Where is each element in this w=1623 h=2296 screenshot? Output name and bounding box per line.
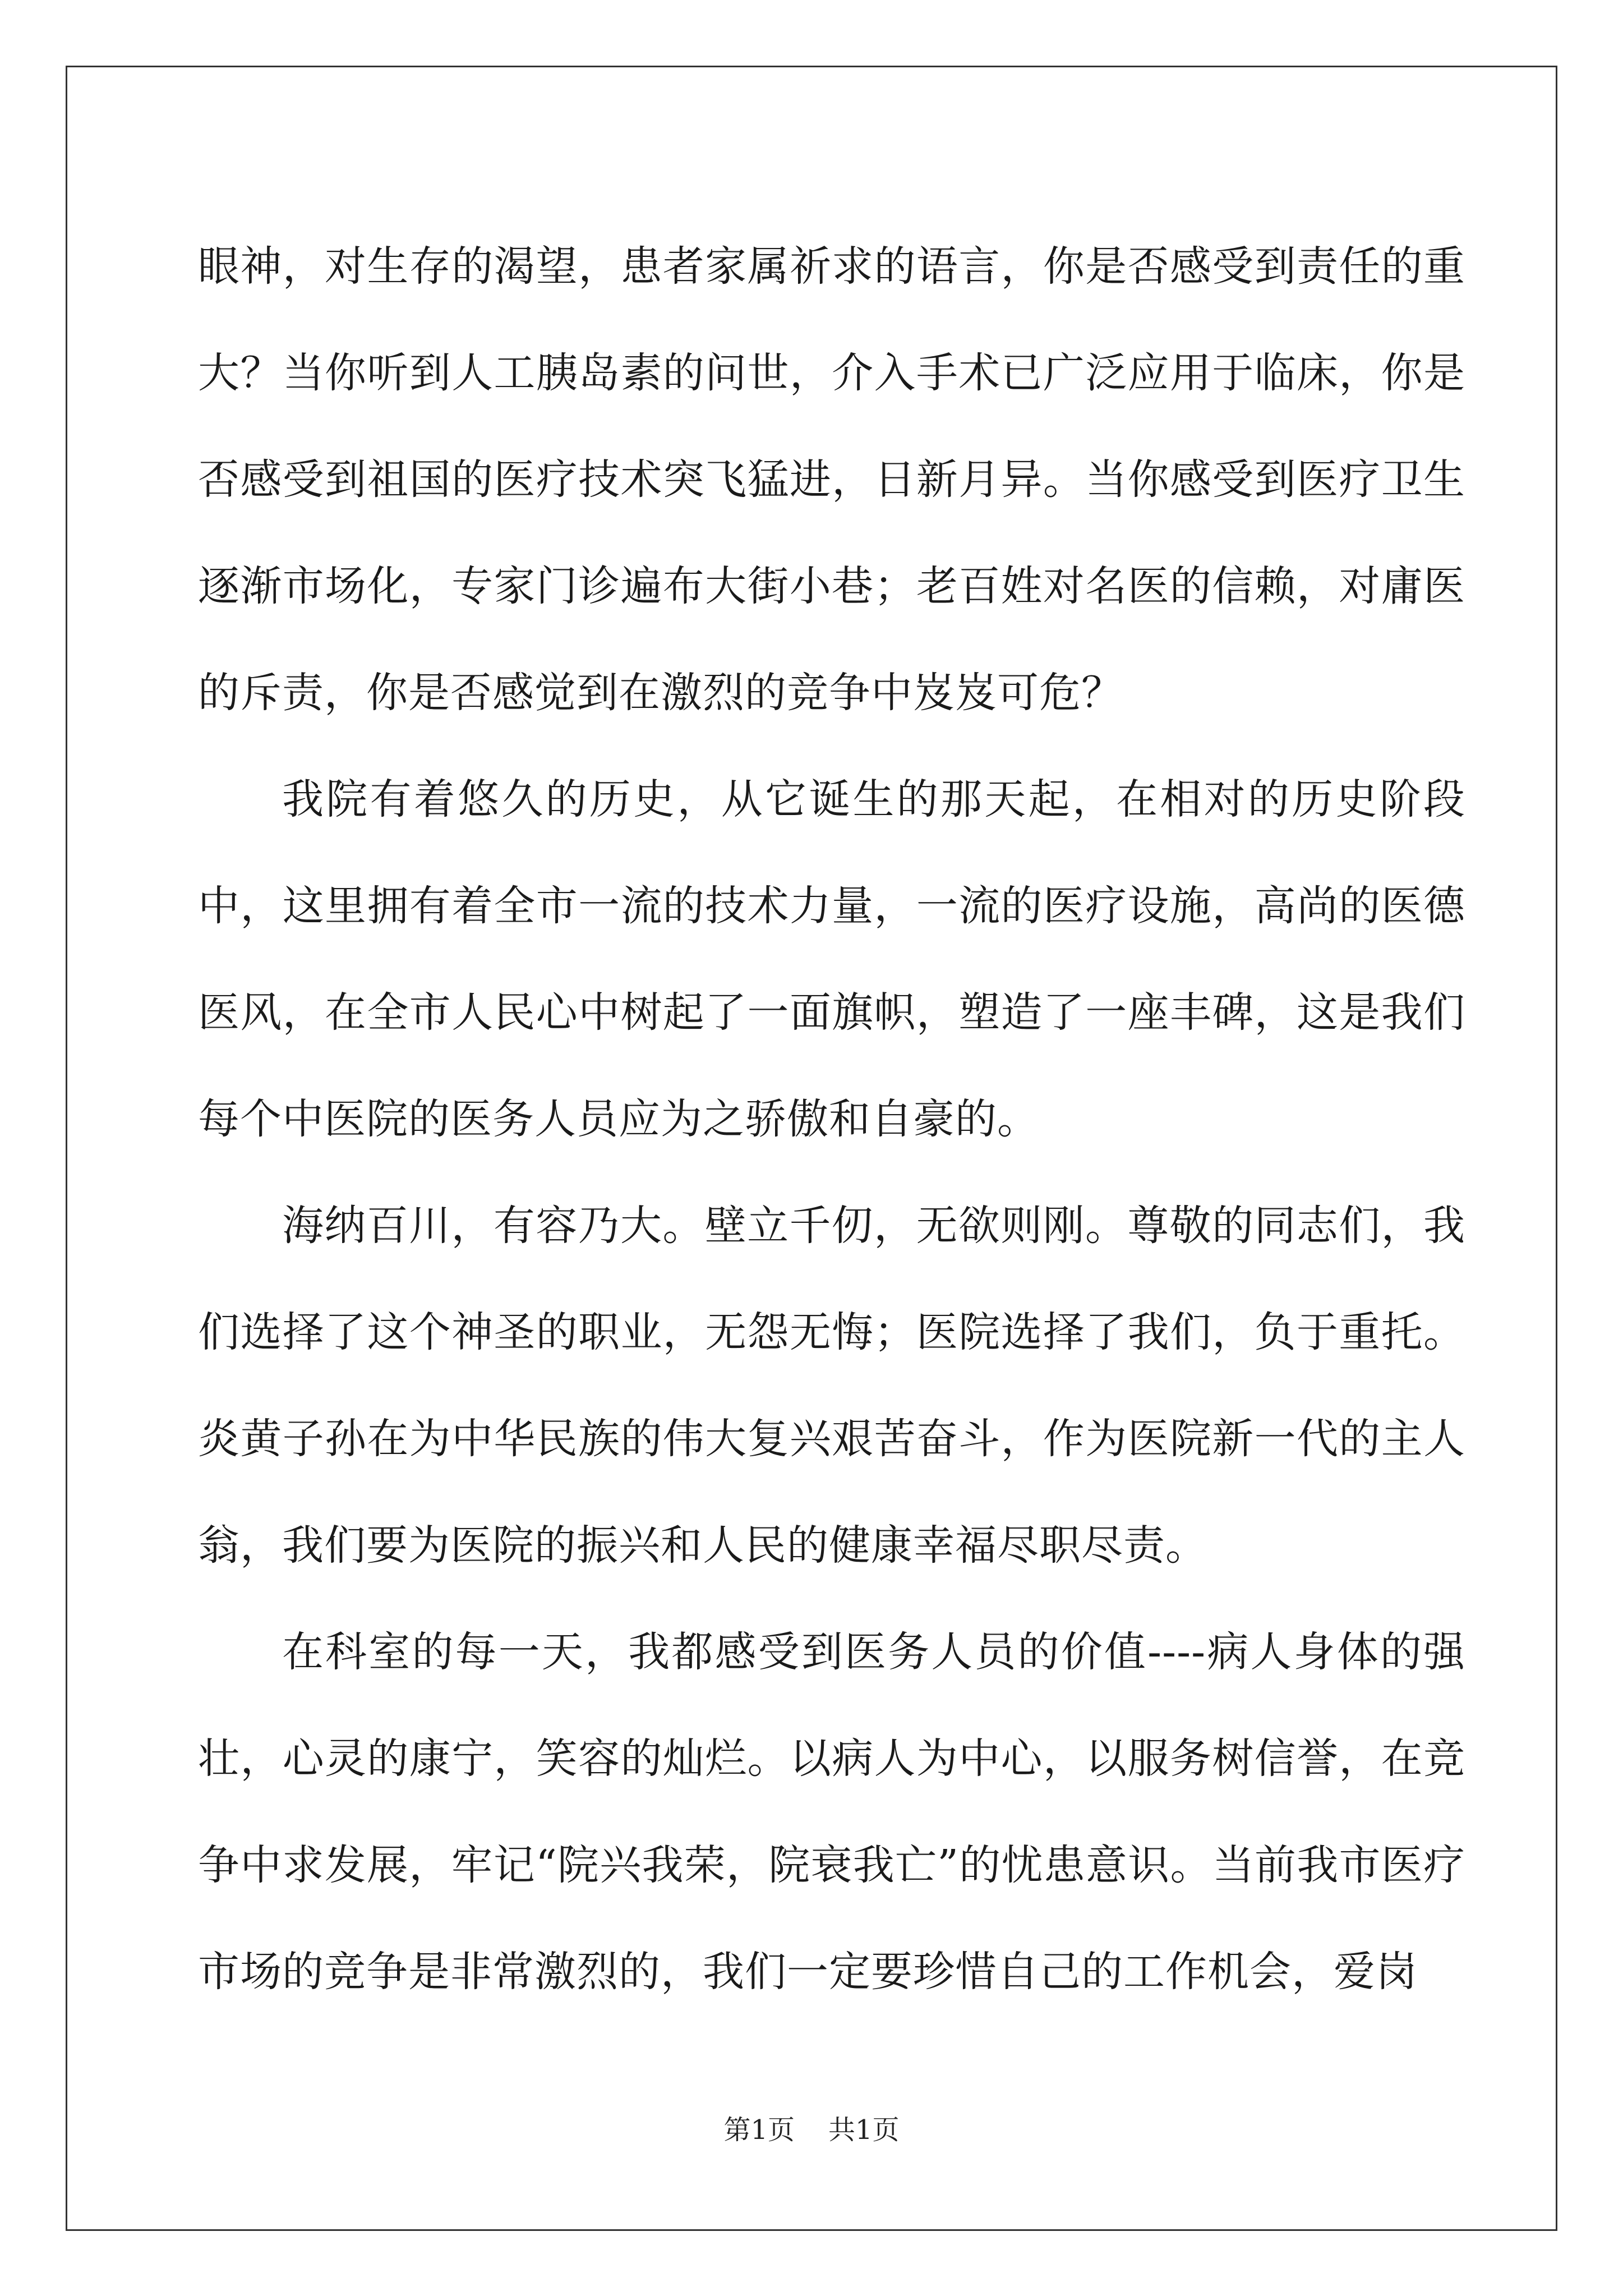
page-total: 共1页 bbox=[828, 2114, 900, 2146]
paragraph-1: 眼神，对生存的渴望，患者家属祈求的语言，你是否感受到责任的重大？当你听到人工胰岛素的问世，介入手术已广泛应用于临床，你是否感受到祖国的医疗技术突飞猛进，日新月异。当你感受到医疗卫生逐渐市场化，专家门诊遍布大街小巷；老百姓对名医的信赖，对庸医的斥责，你是否感觉到在激烈的竞争中岌岌可危？ bbox=[198, 242, 1465, 717]
paragraph-4: 在科室的每一天，我都感受到医务人员的价值----病人身体的强壮，心灵的康宁，笑容的灿烂。以病人为中心，以服务树信誉，在竞争中求发展，牢记“院兴我荣，院衰我亡”的忧患意识。当前我市医疗市场的竞争是非常激烈的，我们一定要珍惜自己的工作机会，爱岗 bbox=[198, 1628, 1465, 1996]
paragraph-2: 我院有着悠久的历史，从它诞生的那天起，在相对的历史阶段中，这里拥有着全市一流的技术力量，一流的医疗设施，高尚的医德医风，在全市人民心中树起了一面旗帜，塑造了一座丰碑，这是我们每个中医院的医务人员应为之骄傲和自豪的。 bbox=[198, 775, 1465, 1143]
document-body bbox=[198, 213, 1465, 2025]
page-number: 第1页 bbox=[723, 2114, 795, 2146]
paragraph-3: 海纳百川，有容乃大。壁立千仞，无欲则刚。尊敬的同志们，我们选择了这个神圣的职业，无怨无悔；医院选择了我们，负于重托。炎黄子孙在为中华民族的伟大复兴艰苦奋斗，作为医院新一代的主人翁，我们要为医院的振兴和人民的健康幸福尽职尽责。 bbox=[198, 1202, 1465, 1570]
page-footer bbox=[0, 2108, 1623, 2147]
